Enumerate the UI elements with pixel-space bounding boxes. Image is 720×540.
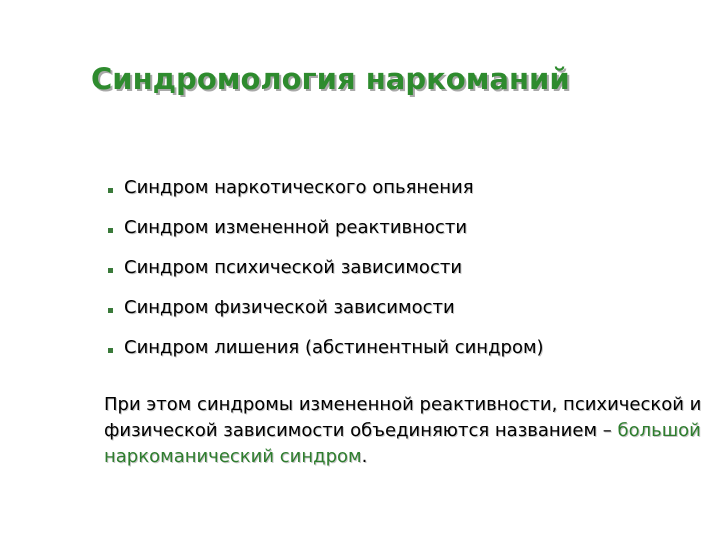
square-bullet-icon (108, 348, 113, 353)
slide-title: Синдромология наркоманий (91, 62, 570, 96)
bullet-text: Синдром физической зависимости (124, 297, 455, 318)
summary-text: При этом синдромы измененной реактивности, психической и физической зависимости объединяются названием – (104, 394, 702, 441)
bullet-item (108, 296, 544, 336)
bullet-text: Синдром наркотического опьянения (124, 177, 474, 198)
square-bullet-icon (108, 308, 113, 313)
bullet-text: Синдром лишения (абстинентный синдром) (124, 337, 544, 358)
bullet-item (108, 336, 544, 376)
bullet-item (108, 256, 544, 296)
bullet-item (108, 176, 544, 216)
summary-highlight: большой наркоманический синдром (104, 420, 701, 467)
summary-paragraph (104, 392, 704, 470)
bullet-text: Синдром измененной реактивности (124, 217, 468, 238)
bullet-item (108, 216, 544, 256)
square-bullet-icon (108, 268, 113, 273)
summary-end: . (361, 446, 368, 467)
square-bullet-icon (108, 188, 113, 193)
bullet-list (108, 176, 544, 376)
square-bullet-icon (108, 228, 113, 233)
bullet-text: Синдром психической зависимости (124, 257, 463, 278)
